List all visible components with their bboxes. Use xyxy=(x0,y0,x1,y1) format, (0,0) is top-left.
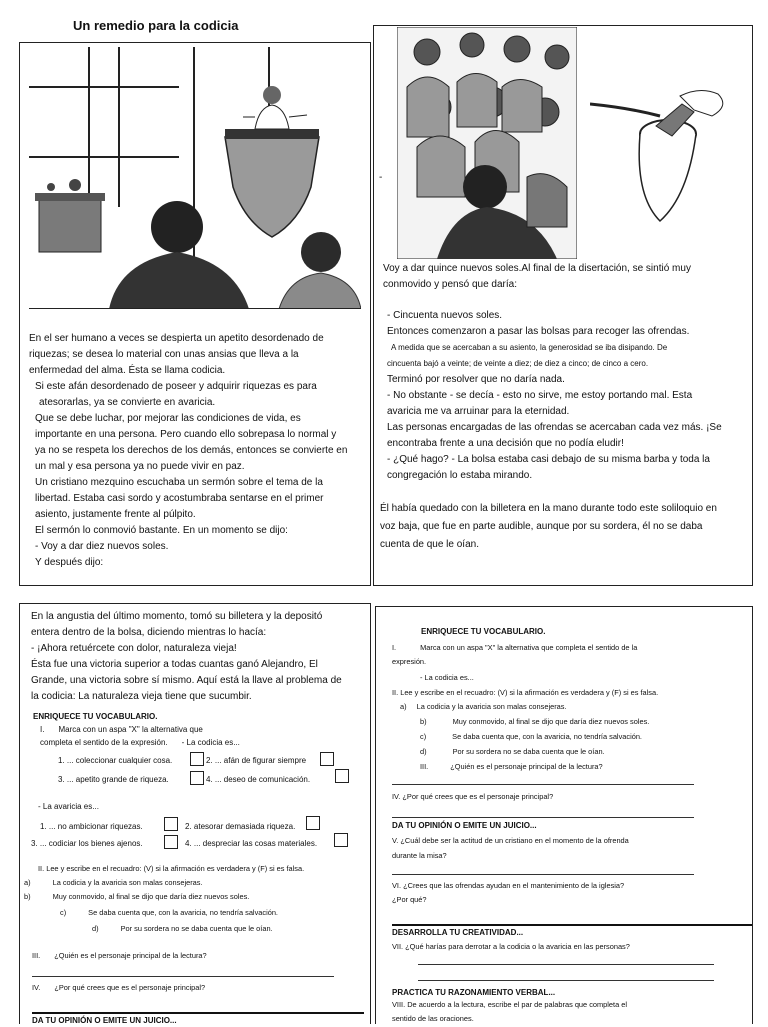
checkbox-opt-1[interactable] xyxy=(190,752,204,766)
checkbox-opt-7[interactable] xyxy=(164,835,178,849)
opinion-heading: DA TU OPINIÓN O EMITE UN JUICIO... xyxy=(32,1016,177,1025)
p4-question-4: IV. ¿Por qué crees que es el personaje principal? xyxy=(392,792,554,801)
option-2: 2. ... afán de figurar siempre xyxy=(206,756,307,765)
checkbox-opt-6[interactable] xyxy=(306,816,320,830)
p4-question-1-c: - La codicia es... xyxy=(420,673,474,682)
p4-item-iii: III. ¿Quién es el personaje principal de la lectura? xyxy=(420,762,603,771)
item-a: a) La codicia y la avaricia son malas consejeras. xyxy=(24,878,203,887)
vocab-heading-2: ENRIQUECE TU VOCABULARIO. xyxy=(421,627,546,636)
p4-creativity-heading: DESARROLLA TU CREATIVIDAD... xyxy=(392,928,524,937)
answer-line-q4[interactable] xyxy=(32,1012,364,1014)
p4-question-8: VIII. De acuerdo a la lectura, escribe el par de palabras que completa el xyxy=(392,1000,627,1009)
story-panel-1 xyxy=(19,42,371,586)
option-6: 2. atesorar demasiada riqueza. xyxy=(185,822,296,831)
exercise-panel xyxy=(375,606,753,1024)
question-2: II. Lee y escribe en el recuadro: (V) si la afirmación es verdadera y (F) si es falsa. xyxy=(38,864,305,873)
checkbox-opt-3[interactable] xyxy=(190,771,204,785)
question-1-b: completa el sentido de la expresión. - La codicia es... xyxy=(40,738,240,747)
story-panel-2 xyxy=(373,25,753,586)
p4-item-a: a) La codicia y la avaricia son malas consejeras. xyxy=(400,702,567,711)
p4-question-8-b: sentido de las oraciones. xyxy=(392,1014,474,1023)
p4-question-6: VI. ¿Crees que las ofrendas ayudan en el mantenimiento de la iglesia? xyxy=(392,881,625,890)
story-text-2: Voy a dar quince nuevos soles.Al final de la disertación, se sintió muy conmovido y pensó que daría: xyxy=(383,263,691,290)
option-5: 1. ... no ambicionar riquezas. xyxy=(40,822,143,831)
p4-opinion-heading: DA TU OPINIÓN O EMITE UN JUICIO... xyxy=(392,821,537,830)
p4-question-5-b: durante la misa? xyxy=(392,851,447,860)
option-3: 3. ... apetito grande de riqueza. xyxy=(58,775,169,784)
checkbox-opt-2[interactable] xyxy=(320,752,334,766)
checkbox-opt-8[interactable] xyxy=(334,833,348,847)
p4-answer-line-3[interactable] xyxy=(392,874,694,875)
checkbox-opt-4[interactable] xyxy=(335,769,349,783)
option-1: 1. ... coleccionar cualquier cosa. xyxy=(58,756,173,765)
p4-answer-line-1[interactable] xyxy=(392,784,694,785)
p4-item-d: d) Por su sordera no se daba cuenta que le oían. xyxy=(420,747,605,756)
p4-item-c: c) Se daba cuenta que, con la avaricia, no tendría salvación. xyxy=(420,732,642,741)
vocab-heading: ENRIQUECE TU VOCABULARIO. xyxy=(33,712,158,721)
question-3: III. ¿Quién es el personaje principal de la lectura? xyxy=(32,951,207,960)
p4-answer-line-6[interactable] xyxy=(418,980,714,981)
congregation-illustration xyxy=(397,27,577,259)
question-4: IV. ¿Por qué crees que es el personaje principal? xyxy=(32,983,206,992)
offering-bag-illustration xyxy=(590,86,740,236)
p4-answer-line-2[interactable] xyxy=(392,817,694,818)
avaricia-label: - La avaricia es... xyxy=(38,802,99,811)
checkbox-opt-5[interactable] xyxy=(164,817,178,831)
item-d: d) Por su sordera no se daba cuenta que le oían. xyxy=(92,924,273,933)
item-b: b) Muy conmovido, al final se dijo que daría diez nuevos soles. xyxy=(24,892,250,901)
p4-question-7: VII. ¿Qué harías para derrotar a la codicia o la avaricia en las personas? xyxy=(392,942,630,951)
p4-question-1-b: expresión. xyxy=(392,657,427,666)
church-sermon-illustration xyxy=(29,47,361,309)
p4-question-1: I. Marca con un aspa "X" la alternativa que completa el sentido de la xyxy=(392,643,638,652)
option-7: 3. ... codiciar los bienes ajenos. xyxy=(31,839,143,848)
option-4: 4. ... deseo de comunicación. xyxy=(206,775,311,784)
p4-answer-line-4[interactable] xyxy=(392,924,752,926)
p4-question-2: II. Lee y escribe en el recuadro: (V) si la afirmación es verdadera y (F) si es falsa. xyxy=(392,688,659,697)
stray-mark: - xyxy=(379,172,383,183)
item-c: c) Se daba cuenta que, con la avaricia, no tendría salvación. xyxy=(60,908,278,917)
story-text-1: En el ser humano a veces se despierta un apetito desordenado de riquezas; se desea lo material con unas ansias que lleva a la enfermedad del alma. Ésta se llama codicia. Si este afán desordenado de poseer y adquirir riquezas es para atesorarlas, ya se convierte en avaricia. Que se debe luchar, por mejorar las condiciones de vida, es importante en una persona. Pero cuando ello sobrepasa lo normal y ya no se respeta los derechos de los demás, entonces se convierte en un mal y esa persona ya no puede vivir en paz. Un cristiano mezquino escuchaba un sermón sobre el tema de la libertad. Estaba casi sordo y acostumbraba sentarse en el primer asiento, justamente frente al púlpito. El sermón lo conmovió bastante. En un momento se dijo: - Voy a dar diez nuevos soles. Y después dijo: xyxy=(29,333,348,568)
story-text-2b: - Cincuenta nuevos soles. Entonces comenzaron a pasar las bolsas para recoger las ofrendas. A medida que se acercaban a su asiento, la generosidad se iba disipando. De cincuenta bajó a veinte; de veinte a diez; de diez a cinco; de cinco a cero. Terminó por resolver que no daría nada. - No obstante - se decía - esto no sirve, me estoy portando mal. Esta avaricia me va arruinar para la eternidad. Las personas encargadas de las ofrendas se acercaban cada vez más. ¡Se encontraba frente a una decisión que no podía eludir! - ¿Qué hago? - La bolsa estaba casi debajo de su misma barba y toda la congregación lo estaba mirando. xyxy=(387,310,722,481)
option-8: 4. ... despreciar las cosas materiales. xyxy=(185,839,318,848)
story-text-2c: Él había quedado con la billetera en la mano durante todo este soliloquio en voz baja, que fue en parte audible, aunque por su sordera, él no se daba cuenta de que le oían. xyxy=(380,503,717,550)
page-title: Un remedio para la codicia xyxy=(73,18,239,33)
story-panel-3 xyxy=(19,603,371,1024)
p4-verbal-heading: PRACTICA TU RAZONAMIENTO VERBAL... xyxy=(392,988,556,997)
p4-item-b: b) Muy conmovido, al final se dijo que daría diez nuevos soles. xyxy=(420,717,650,726)
p4-question-5: V. ¿Cuál debe ser la actitud de un cristiano en el momento de la ofrenda xyxy=(392,836,629,845)
p4-answer-line-5[interactable] xyxy=(418,964,714,965)
question-1: I. Marca con un aspa "X" la alternativa que xyxy=(40,725,203,734)
story-text-3: En la angustia del último momento, tomó su billetera y la depositó entera dentro de la bolsa, diciendo mientras lo hacía: - ¡Ahora retuércete con dolor, naturaleza vieja! Ésta fue una victoria superior a todas cuantas ganó Alejandro, El Grande, una victoria sobre sí mismo. Aquí está la llave al problema de la codicia: La naturaleza vieja tiene que sucumbir. xyxy=(31,611,342,702)
answer-line-q3[interactable] xyxy=(32,976,334,977)
p4-question-6-b: ¿Por qué? xyxy=(392,895,427,904)
